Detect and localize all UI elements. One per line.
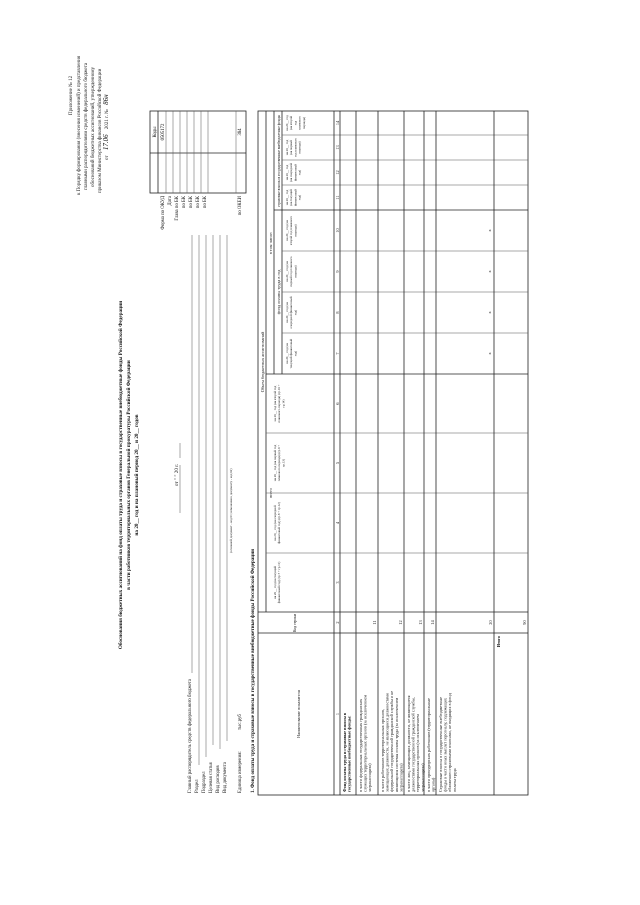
x-mark-col-7: x: [487, 352, 492, 355]
code-label-bk-2: по БК: [189, 196, 194, 209]
title-line-1: Обоснования бюджетных ассигнований на фонд оплаты труда и страховые взносы в государственные внебюджетные фонды Российской Федерации: [118, 300, 124, 650]
year-header-col-14: на 20__ год(на второйгодплановогопериода): [285, 115, 306, 131]
group-header-total: всего: [268, 488, 273, 498]
header-fields: [188, 235, 243, 793]
unit-label: Единица измерения:: [238, 751, 243, 793]
year-header-col-11: на 20__ год(на текущийфинансовыйгод): [285, 189, 302, 206]
code-label-bk-3: по БК: [196, 196, 201, 209]
row-name-2: в части федеральных государственных гражданскихслужащих территориальных органов (за исключениемзагранаппарата): [358, 695, 373, 792]
code-value-okud: 0505172: [161, 123, 166, 141]
column-number-4: 4: [335, 521, 340, 525]
column-number-2: 2: [335, 621, 340, 624]
codes-rows: [161, 111, 243, 230]
year-header-col-8: на 20__ год (наочередной финансовыйгод): [285, 296, 298, 329]
document-title: [117, 301, 180, 649]
group-header-insurance: страховые взносы в государственные внебюджетные фонды: [277, 115, 281, 207]
row-code-12: 12: [398, 620, 403, 625]
row-name-1: Фонд оплаты труда и страховые взносы вгосударственные внебюджетные фонды:: [342, 712, 352, 792]
appendix-date-handwritten: 17.06: [102, 134, 110, 151]
column-number-13: 13: [335, 145, 340, 150]
row-name-4: в части лиц, замещающих должности, не являющиесядолжностями государственной гражданской службы,территориальных органов (за исключениемзагранаппарата): [406, 695, 425, 792]
column-number-9: 9: [335, 270, 340, 273]
row-total-label: Итого: [496, 636, 501, 648]
row-code-20: 20: [488, 620, 493, 625]
unit-value: тыс.руб: [238, 714, 243, 730]
row-name-5: в части прокурорских работников (территориальныеорганы): [426, 698, 436, 792]
field-doc-type: Вид документа: [223, 762, 228, 793]
code-label-chapter: Глава по БК: [175, 196, 180, 221]
appendix-block: [68, 55, 110, 195]
rotated-form: [68, 55, 528, 795]
appendix-date-year: 2021 г. №: [105, 109, 110, 130]
title-date-line: от " " 20 г.: [174, 463, 180, 487]
column-number-8: 8: [335, 311, 340, 314]
year-header-col-6: на 20__ год (на второй годпланового периода) (гр.10 +гр.14): [273, 384, 286, 423]
row-name-3: в части работников территориальных органов,замещающих должности, не являющиеся должностямифедеральной государственной гражданской службы и неявляющихся системы оплаты труда (за исключениемзагранаппарата): [380, 690, 404, 792]
x-mark-col-8: x: [487, 311, 492, 314]
appendix-line-3: обоснований бюджетных ассигнований, утвержденному: [91, 67, 96, 187]
row-name-6: Страховые взносы в государственные внебюджетныефонды в части иных выплат персоналу, подлежащихобложению страховыми взносами, не входящих в фондоплаты труда: [438, 693, 457, 792]
column-number-11: 11: [335, 195, 340, 200]
doc-type-note: (основной документ - код 01; изменения к документу - код 02): [229, 468, 233, 553]
group-header-including: в том числе:: [268, 231, 273, 255]
code-label-bk-4: по БК: [203, 196, 208, 209]
column-number-10: 10: [335, 228, 340, 233]
title-line-2: в части работников территориальных органов Генеральной прокуратуры Российской Федерации: [126, 360, 132, 590]
column-number-6: 6: [335, 402, 340, 405]
field-section: Раздел: [195, 779, 200, 793]
column-numbers: [335, 120, 340, 715]
group-header-fot: фонд оплаты труда в год: [276, 269, 281, 315]
row-code-11: 11: [372, 620, 377, 625]
row-code-14: 14: [430, 620, 435, 625]
table-body: [342, 111, 527, 795]
year-header-col-7: на 20__ год (натекущий финансовыйгод): [285, 338, 298, 369]
main-table: [258, 111, 528, 795]
x-mark-col-9: x: [487, 270, 492, 273]
appendix-line-5: [102, 94, 110, 160]
year-header-col-12: на 20__ год(на очереднойфинансовыйгод): [285, 162, 302, 183]
column-number-7: 7: [335, 352, 340, 355]
field-main-manager: Главный распорядитель средств федерального бюджета: [188, 679, 193, 793]
code-value-okei: 384: [238, 128, 243, 136]
appendix-date-prefix: от: [105, 155, 110, 160]
column-number-3: 3: [335, 581, 340, 584]
appendix-line-4: приказом Министерства финансов Российской Федерации: [98, 68, 103, 193]
col-header-name: Наименование показателя: [296, 690, 301, 738]
appendix-line-1: к Порядку формирования (внесения изменений) и представления: [77, 55, 82, 195]
code-label-okei: по ОКЕИ: [238, 196, 243, 216]
row-code-13: 13: [418, 620, 423, 625]
code-label-date: Дата: [168, 196, 173, 206]
year-header-col-3: на 20__ год (на текущийфинансовый год) (гр.7 + гр.11): [273, 561, 282, 604]
column-number-5: 5: [335, 461, 340, 465]
appendix-title: Приложение № 12: [69, 75, 74, 115]
section-title: 1. Фонд оплаты труда и страховые взносы в государственные внебюджетные фонды Российской Федерации: [251, 549, 256, 793]
year-header-col-5: на 20__ год (на первый годпланового периода) (гр.9 +гр.13): [273, 444, 286, 482]
year-header-col-13: на 20__ год(на первыйгод плановогопериода): [285, 137, 302, 158]
code-label-okud: Форма по ОКУД: [161, 196, 166, 230]
title-line-3: на 20__ год и на плановый период 20__ и 20__ годов: [134, 414, 140, 536]
year-header-col-10: на 20__ год (навторой год плановогопериода): [285, 215, 298, 246]
column-number-14: 14: [335, 120, 340, 126]
codes-block: [150, 111, 246, 230]
field-subsection: Подраздел: [202, 771, 207, 793]
appendix-line-2: главными распорядителями средств федерального бюджета: [84, 62, 89, 190]
appendix-number-handwritten: 86н: [102, 94, 110, 105]
group-header-volume: Объем бюджетных ассигнований: [260, 331, 265, 393]
codes-header: Коды: [153, 126, 158, 138]
code-label-bk-1: по БК: [182, 196, 187, 209]
x-mark-col-10: x: [487, 229, 492, 232]
field-target-article: Целевая статья: [209, 762, 214, 793]
year-header-col-4: на 20__ год (на очереднойфинансовый год) (гр.8 + гр.12): [273, 502, 282, 544]
col-header-code: Код строки: [293, 613, 297, 633]
column-number-12: 12: [335, 170, 340, 175]
row-code-90: 90: [522, 620, 527, 625]
field-expense-type: Вид расходов: [216, 765, 221, 793]
year-header-col-9: на 20__ год (напервый год плановогопериода): [285, 256, 298, 287]
column-number-1: 1: [335, 712, 340, 716]
